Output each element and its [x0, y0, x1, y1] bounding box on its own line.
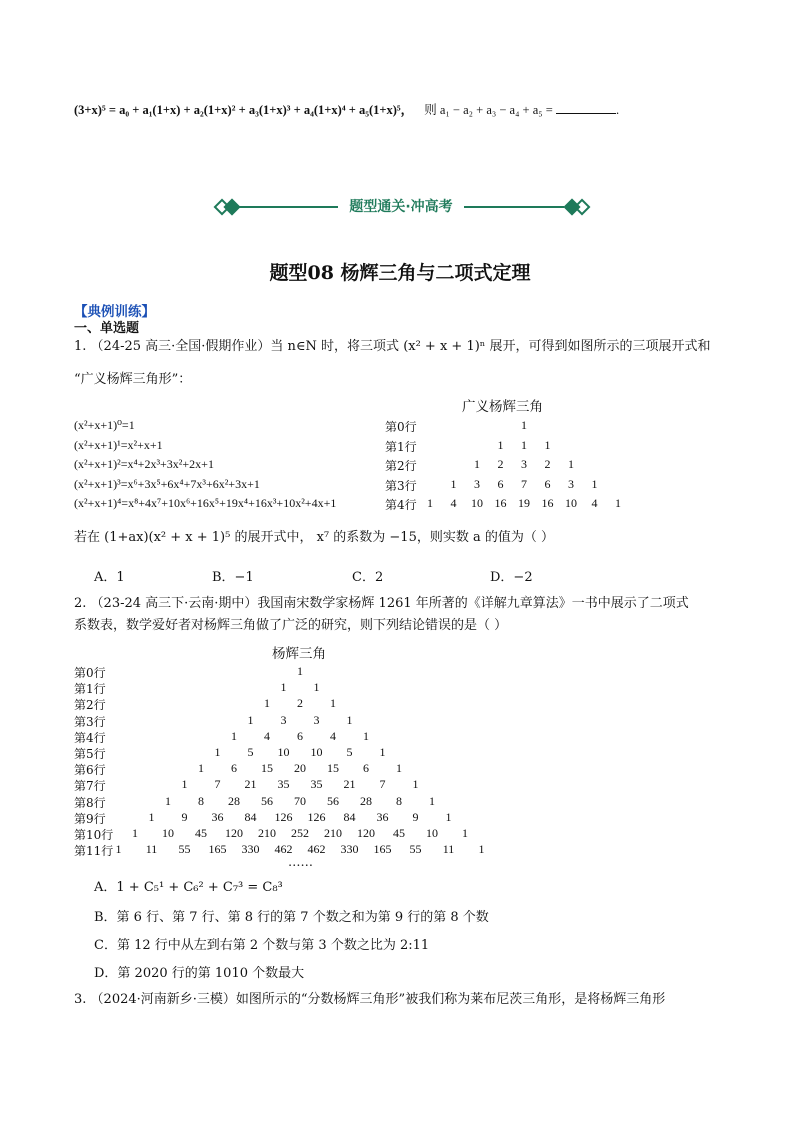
q3-line1	[74, 990, 665, 1010]
q2-cell: 165	[208, 842, 227, 857]
q2-row-label-6: 第6行	[74, 763, 106, 778]
q1-text1: 当 n∈N 时，将三项式 (x² + x + 1)ⁿ 展开，可得到如图所示的三项展开式和	[270, 339, 711, 354]
q2-cell: 9	[181, 809, 188, 824]
q1-cell: 1	[615, 496, 621, 510]
q1-row-label-0: 第0行	[385, 420, 417, 434]
q1-table-title: 广义杨辉三角	[462, 399, 543, 415]
q2-cell: 1	[132, 826, 138, 840]
q1-text2: “广义杨辉三角形”：	[74, 372, 192, 387]
q2-cell: 15	[261, 761, 273, 776]
top-question-ask: 则 a₁ − a₂ + a₃ − a₄ + a₅ =	[424, 103, 553, 117]
q1-cell: 1	[450, 476, 457, 491]
q2-cell: 56	[261, 793, 273, 808]
q2-cell: 8	[198, 793, 204, 808]
q1-cell: 1	[521, 418, 527, 432]
q1-option-c[interactable]: C．2	[352, 570, 384, 585]
q2-cell: 11	[442, 842, 455, 857]
q2-cell: 1	[247, 712, 254, 727]
q2-cell: 56	[327, 793, 339, 808]
q2-cell: 7	[214, 777, 221, 792]
q2-cell: 21	[343, 777, 356, 792]
q2-row-label-4: 第4行	[74, 730, 106, 745]
q1-cell: 1	[544, 437, 551, 452]
q2-cell: 462	[307, 842, 326, 857]
q1-cell: 1	[474, 457, 480, 471]
q1-option-d[interactable]: D．−2	[490, 570, 533, 585]
q2-cell: 1	[165, 793, 171, 808]
section-banner	[216, 194, 586, 220]
q1-source: （24-25 高三·全国·假期作业）	[90, 339, 271, 354]
q2-cell: 11	[145, 842, 158, 857]
q1-cell: 1	[497, 437, 504, 452]
q2-cell: 330	[340, 842, 359, 857]
q2-cell: 165	[373, 842, 392, 857]
q2-cell: 120	[225, 826, 243, 840]
q2-cell: 1	[313, 680, 320, 695]
q2-row-label-0: 第0行	[74, 666, 106, 680]
q1-row-label-3: 第3行	[385, 478, 417, 493]
q1-cell: 2	[497, 457, 504, 471]
q2-option-c[interactable]: C．第 12 行中从左到右第 2 个数与第 3 个数之比为 2:11	[94, 938, 430, 953]
q2-cell: 1	[412, 777, 419, 792]
q2-cell: 1	[148, 809, 155, 824]
q1-cell: 16	[494, 496, 507, 510]
q1-cell: 4	[450, 496, 457, 510]
q2-cell: 3	[313, 712, 320, 727]
q1-question: 若在 (1+ax)(x² + x + 1)⁵ 的展开式中， x⁷ 的系数为 −15，则实数 a 的值为（ ）	[74, 530, 554, 545]
q2-cell: 28	[360, 793, 372, 808]
q2-line1	[74, 594, 689, 614]
q2-row-label-2: 第2行	[74, 698, 106, 713]
section-tag: 【典例训练】	[74, 304, 155, 320]
top-question-expression: (3+x)⁵ = a₀ + a₁(1+x) + a₂(1+x)² + a₃(1+x)³ + a₄(1+x)⁴ + a₅(1+x)⁵，	[74, 103, 414, 117]
q2-cell: 6	[231, 761, 237, 776]
q2-cell: 330	[241, 842, 260, 857]
q2-cell: 35	[310, 777, 323, 792]
q1-option-b[interactable]: B．−1	[212, 570, 254, 585]
q2-cell: 1	[115, 842, 122, 857]
q2-cell: 462	[274, 842, 293, 857]
q2-cell: 3	[280, 712, 287, 727]
q2-text1: 我国南宋数学家杨辉 1261 年所著的《详解九章算法》一书中展示了二项式	[257, 596, 689, 611]
q2-cell: 1	[429, 793, 435, 808]
q1-cell: 1	[521, 437, 527, 452]
q2-cell: 1	[280, 680, 287, 695]
q1-cell: 6	[497, 476, 504, 491]
q2-cell: 210	[258, 826, 276, 840]
q2-row-label-5: 第5行	[74, 747, 106, 761]
q2-text2: 系数表，数学爱好者对杨辉三角做了广泛的研究，则下列结论错误的是（ ）	[74, 618, 508, 633]
top-question-end: .	[615, 103, 620, 117]
q1-cell: 6	[544, 476, 551, 491]
q1-number: 1.	[74, 339, 87, 354]
q2-cell: 5	[247, 745, 254, 759]
q1-cell: 2	[544, 457, 551, 471]
q2-cell: 1	[264, 696, 270, 711]
q2-cell: 6	[297, 728, 303, 743]
q2-cell: 1	[181, 777, 188, 792]
q2-cell: 10	[162, 826, 174, 840]
q2-cell: 1	[445, 809, 452, 824]
q2-cell: 28	[228, 793, 240, 808]
q2-cell: 21	[244, 777, 257, 792]
q2-cell: 2	[297, 696, 303, 711]
q1-expansion-4: (x²+x+1)⁴=x⁸+4x⁷+10x⁶+16x⁵+19x⁴+16x³+10x²+4x+1	[74, 496, 337, 510]
q2-cell: 10	[277, 745, 290, 759]
banner-label: 题型通关·冲高考	[349, 199, 453, 215]
q1-cell: 10	[565, 496, 577, 510]
q1-expansion-2: (x²+x+1)²=x⁴+2x³+3x²+2x+1	[74, 457, 214, 471]
q1-row-label-2: 第2行	[385, 459, 417, 473]
q1-option-a[interactable]: A．1	[94, 570, 125, 585]
q2-row-label-9: 第9行	[74, 811, 106, 826]
q2-cell: 9	[412, 809, 419, 824]
q2-row-label-1: 第1行	[74, 682, 106, 697]
q2-row-label-8: 第8行	[74, 795, 106, 810]
q2-cell: 1	[214, 745, 221, 759]
q1-cell: 1	[591, 476, 598, 491]
q2-number: 2.	[74, 596, 87, 611]
q2-option-d[interactable]: D．第 2020 行的第 1010 个数最大	[94, 966, 305, 981]
q1-expansion-1: (x²+x+1)¹=x²+x+1	[74, 437, 163, 452]
q1-cell: 4	[591, 496, 598, 510]
q2-cell: 1	[297, 664, 303, 678]
q1-cell: 3	[568, 476, 574, 491]
q2-cell: 7	[379, 777, 386, 792]
q2-cell: 120	[357, 826, 375, 840]
q2-option-b[interactable]: B．第 6 行、第 7 行、第 8 行的第 7 个数之和为第 9 行的第 8 个数	[94, 910, 489, 925]
q2-cell: 6	[363, 761, 369, 776]
q2-cell: 84	[244, 809, 257, 824]
q2-cell: 1	[346, 712, 353, 727]
q3-text1: 如图所示的“分数杨辉三角形”被我们称为莱布尼茨三角形，是将杨辉三角形	[235, 992, 666, 1007]
banner-line-left	[238, 206, 338, 208]
answer-blank	[556, 101, 616, 114]
q1-expansion-3: (x²+x+1)³=x⁶+3x⁵+6x⁴+7x³+6x²+3x+1	[74, 476, 260, 491]
q2-ellipsis: ……	[288, 854, 313, 869]
q3-number: 3.	[74, 992, 87, 1007]
q2-cell: 45	[195, 826, 207, 840]
q2-cell: 1	[396, 761, 402, 776]
top-question	[74, 100, 619, 118]
q2-row-label-11: 第11行	[74, 844, 114, 859]
q2-row-label-7: 第7行	[74, 779, 106, 794]
q3-source: （2024·河南新乡·三模）	[90, 992, 236, 1007]
banner-line-right	[464, 206, 564, 208]
q1-cell: 19	[518, 496, 530, 510]
section-subheading: 一、单选题	[74, 321, 140, 336]
q2-cell: 20	[294, 761, 306, 776]
q2-cell: 8	[396, 793, 402, 808]
q1-cell: 16	[541, 496, 554, 510]
q1-cell: 1	[568, 457, 574, 471]
q1-cell: 10	[471, 496, 483, 510]
q2-cell: 35	[277, 777, 290, 792]
q2-cell: 252	[291, 826, 309, 840]
section-title: 题型08 杨辉三角与二项式定理	[269, 262, 531, 284]
q2-cell: 1	[379, 745, 386, 759]
q2-cell: 36	[211, 809, 224, 824]
q2-cell: 1	[330, 696, 336, 711]
q2-row-label-10: 第10行	[74, 828, 114, 842]
q2-cell: 126	[307, 809, 326, 824]
q2-cell: 5	[346, 745, 353, 759]
q2-cell: 15	[327, 761, 339, 776]
q2-cell: 4	[264, 728, 270, 743]
q1-cell: 1	[427, 496, 433, 510]
q2-cell: 36	[376, 809, 389, 824]
q2-row-label-3: 第3行	[74, 714, 106, 729]
q1-cell: 7	[521, 476, 527, 491]
q2-cell: 84	[343, 809, 356, 824]
q2-cell: 1	[462, 826, 468, 840]
q2-cell: 55	[409, 842, 422, 857]
q2-option-a[interactable]: A．1 + C₅¹ + C₆² + C₇³ = C₈³	[94, 880, 283, 895]
q2-cell: 210	[324, 826, 342, 840]
q2-cell: 1	[363, 728, 369, 743]
q2-source: （23-24 高三下·云南·期中）	[90, 596, 258, 611]
q2-table-title: 杨辉三角	[272, 646, 326, 662]
q2-cell: 55	[178, 842, 191, 857]
q1-row-label-1: 第1行	[385, 439, 417, 454]
q2-cell: 70	[294, 793, 306, 808]
q2-cell: 10	[426, 826, 438, 840]
q2-cell: 1	[231, 728, 237, 743]
q2-cell: 45	[393, 826, 405, 840]
q2-cell: 10	[310, 745, 323, 759]
q1-cell: 3	[474, 476, 480, 491]
q1-cell: 3	[521, 457, 527, 471]
q2-cell: 1	[198, 761, 204, 776]
q1-row-label-4: 第4行	[385, 498, 417, 512]
q1-line1	[74, 337, 711, 357]
q2-cell: 126	[274, 809, 293, 824]
diamond-right-icon	[574, 199, 591, 216]
q2-cell: 1	[478, 842, 485, 857]
q2-cell: 4	[330, 728, 336, 743]
q1-expansion-0: (x²+x+1)⁰=1	[74, 418, 135, 432]
